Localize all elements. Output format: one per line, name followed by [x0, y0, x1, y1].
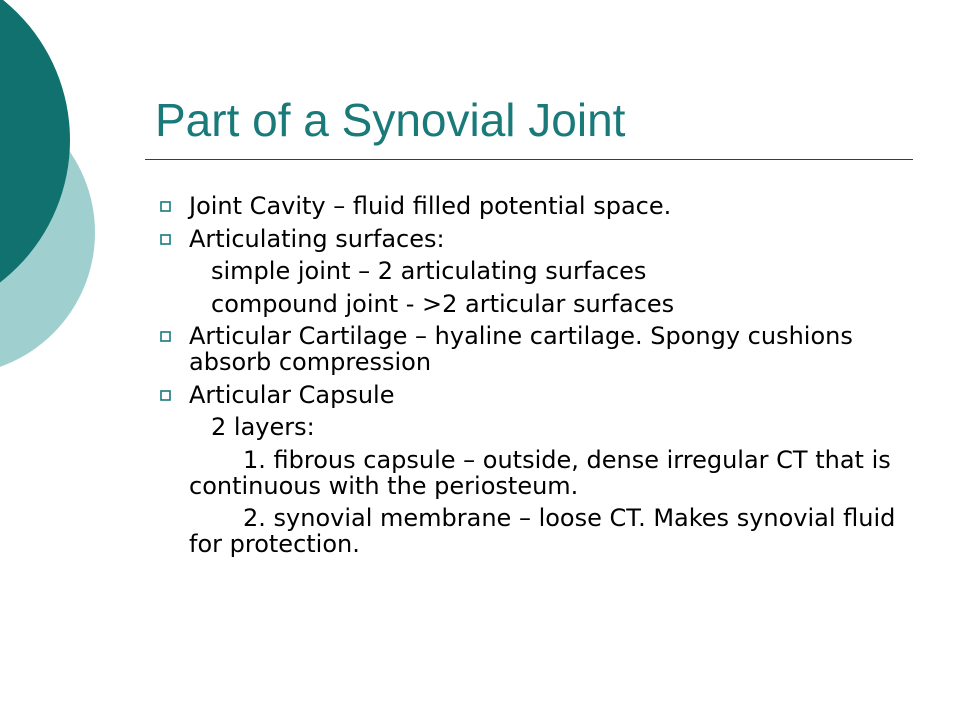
- slide-title: Part of a Synovial Joint: [155, 94, 626, 146]
- bullet-text: Articular Capsule: [189, 380, 395, 409]
- bullet-articular-capsule: [160, 382, 900, 408]
- sub-line-text: 2. synovial membrane – loose CT. Makes synovial fluid for protection.: [189, 504, 896, 558]
- sub-line-simple-joint: [160, 258, 900, 284]
- title-divider: [145, 159, 913, 160]
- bullet-articular-cartilage: [160, 323, 900, 375]
- bullet-articulating-surfaces: [160, 226, 900, 252]
- sub-line-text: 2 layers:: [211, 413, 315, 441]
- hollow-square-bullet-icon: [160, 331, 171, 342]
- sub-line-text: simple joint – 2 articulating surfaces: [211, 257, 647, 285]
- sub-line-two-layers: [160, 414, 900, 440]
- hollow-square-bullet-icon: [160, 234, 171, 245]
- bullet-joint-cavity: [160, 193, 900, 219]
- sub-line-text: compound joint - >2 articular surfaces: [211, 289, 675, 318]
- bullet-text: Articular Cartilage – hyaline cartilage. Spongy cushions absorb compression: [189, 322, 853, 376]
- sub-line-synovial-membrane: [160, 505, 900, 557]
- sub-line-compound-joint: [160, 291, 900, 317]
- sub-line-fibrous-capsule: [160, 447, 900, 499]
- sub-line-text: 1. fibrous capsule – outside, dense irregular CT that is continuous with the periosteum.: [189, 445, 891, 500]
- bullet-text: Articulating surfaces:: [189, 224, 445, 253]
- hollow-square-bullet-icon: [160, 201, 171, 212]
- bullet-text: Joint Cavity – fluid filled potential space.: [189, 192, 672, 220]
- slide-body: [160, 193, 900, 564]
- hollow-square-bullet-icon: [160, 390, 171, 401]
